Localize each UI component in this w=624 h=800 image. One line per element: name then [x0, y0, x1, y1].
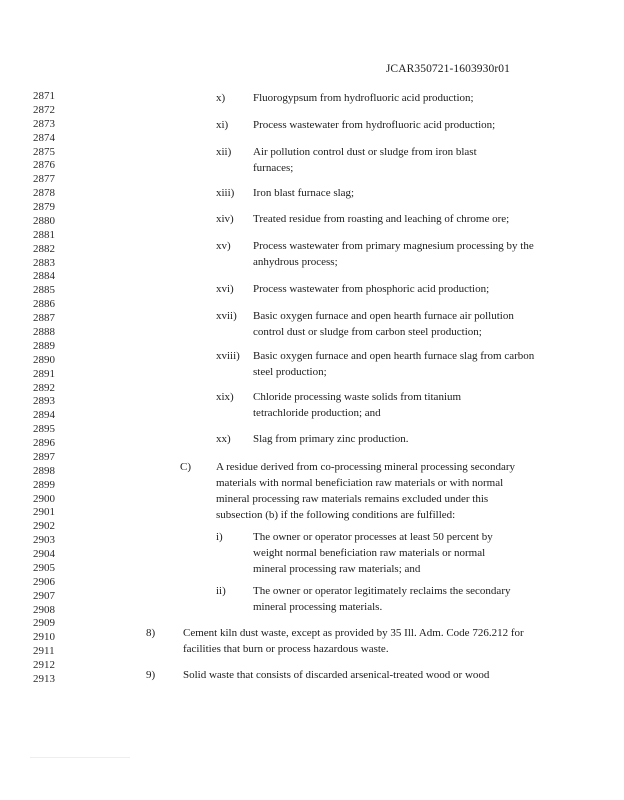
sub-item [216, 529, 536, 577]
item-text: Process wastewater from phosphoric acid production; [253, 283, 490, 295]
line-number: 2907 [33, 589, 55, 602]
line-number: 2872 [33, 103, 55, 116]
line-number: 2882 [33, 242, 55, 255]
divider [30, 757, 130, 758]
line-number: 2903 [33, 534, 55, 547]
item-number: xv) [216, 240, 231, 252]
list-item [216, 144, 536, 176]
line-number: 2878 [33, 187, 55, 200]
list-item-c [180, 459, 530, 523]
item-number: xix) [216, 391, 234, 403]
list-item [216, 348, 536, 380]
item-number: xx) [216, 433, 231, 445]
line-number: 2910 [33, 631, 55, 644]
item-text: Iron blast furnace slag; [253, 187, 355, 199]
line-number: 2896 [33, 437, 55, 450]
line-number: 2908 [33, 603, 55, 616]
line-number: 2875 [33, 145, 55, 158]
line-number: 2900 [33, 492, 55, 505]
line-number: 2874 [33, 131, 55, 144]
item-text: Process wastewater from hydrofluoric acid production; [253, 119, 496, 131]
document-id: JCAR350721-1603930r01 [385, 63, 510, 75]
item-number: xi) [216, 119, 229, 131]
line-number: 2885 [33, 284, 55, 297]
line-number: 2892 [33, 381, 55, 394]
line-number: 2898 [33, 464, 55, 477]
item-number: xii) [216, 146, 232, 158]
list-item-8 [146, 625, 546, 657]
item-number: i) [216, 531, 223, 543]
line-number: 2897 [33, 450, 55, 463]
line-number: 2894 [33, 409, 55, 422]
line-number: 2893 [33, 395, 55, 408]
line-number: 2891 [33, 367, 55, 380]
list-item [216, 308, 546, 340]
item-text: Fluorogypsum from hydrofluoric acid production; [253, 92, 474, 104]
line-number: 2876 [33, 159, 55, 172]
line-number: 2905 [33, 561, 55, 574]
item-number: xvii) [216, 310, 237, 322]
item-text: Process wastewater from primary magnesium processing by the anhydrous process; [253, 240, 534, 268]
line-number: 2909 [33, 617, 55, 630]
line-number: 2899 [33, 478, 55, 491]
item-number: xiii) [216, 187, 235, 199]
line-number: 2879 [33, 201, 55, 214]
list-item [216, 90, 536, 106]
line-number: 2911 [33, 645, 55, 658]
line-number: 2890 [33, 353, 55, 366]
item-number: 8) [146, 627, 156, 639]
line-number: 2913 [33, 673, 55, 685]
line-number: 2877 [33, 173, 55, 186]
list-item [216, 185, 536, 201]
line-number: 2881 [33, 228, 55, 241]
line-number: 2901 [33, 506, 55, 519]
line-number: 2887 [33, 312, 55, 325]
line-number: 2904 [33, 548, 55, 561]
list-item [216, 238, 536, 270]
line-number: 2871 [33, 90, 55, 102]
line-number: 2886 [33, 298, 55, 311]
item-number: xviii) [216, 350, 240, 362]
sub-item [216, 583, 536, 615]
item-number: 9) [146, 669, 156, 681]
item-text: The owner or operator processes at least 50 percent by weight normal beneficiation raw materials or normal mineral processing raw materials; and [253, 531, 493, 575]
item-text: Chloride processing waste solids from titanium tetrachloride production; and [253, 391, 462, 419]
line-number: 2888 [33, 325, 55, 338]
line-number: 2912 [33, 659, 55, 672]
item-text: Slag from primary zinc production. [253, 433, 409, 445]
list-item [216, 389, 536, 421]
line-number: 2906 [33, 575, 55, 588]
line-number: 2902 [33, 520, 55, 533]
item-text: Basic oxygen furnace and open hearth furnace air pollution control dust or sludge from carbon steel production; [253, 310, 514, 338]
list-item [216, 281, 536, 297]
list-item [216, 211, 546, 227]
list-item-9 [146, 667, 546, 683]
item-text: Air pollution control dust or sludge from iron blast furnaces; [253, 146, 477, 174]
item-text: A residue derived from co-processing mineral processing secondary materials with normal beneficiation raw materials or with normal mineral processing raw materials remains excluded under this subsection (b) if the following conditions are fulfilled: [216, 461, 516, 521]
line-number: 2895 [33, 423, 55, 436]
line-number: 2873 [33, 117, 55, 130]
item-number: x) [216, 92, 226, 104]
item-number: xiv) [216, 213, 234, 225]
item-number: C) [180, 461, 191, 473]
item-text: The owner or operator legitimately reclaims the secondary mineral processing materials. [253, 585, 511, 613]
line-number: 2884 [33, 270, 55, 283]
item-text: Solid waste that consists of discarded arsenical-treated wood or wood [183, 669, 490, 681]
item-text: Cement kiln dust waste, except as provided by 35 Ill. Adm. Code 726.212 for facilities that burn or process hazardous waste. [183, 627, 524, 655]
item-text: Treated residue from roasting and leaching of chrome ore; [253, 213, 510, 225]
item-number: xvi) [216, 283, 234, 295]
item-number: ii) [216, 585, 226, 597]
list-item [216, 117, 536, 133]
line-number: 2883 [33, 256, 55, 269]
line-number: 2880 [33, 214, 55, 227]
line-number: 2889 [33, 339, 55, 352]
list-item [216, 431, 536, 447]
item-text: Basic oxygen furnace and open hearth furnace slag from carbon steel production; [253, 350, 535, 378]
